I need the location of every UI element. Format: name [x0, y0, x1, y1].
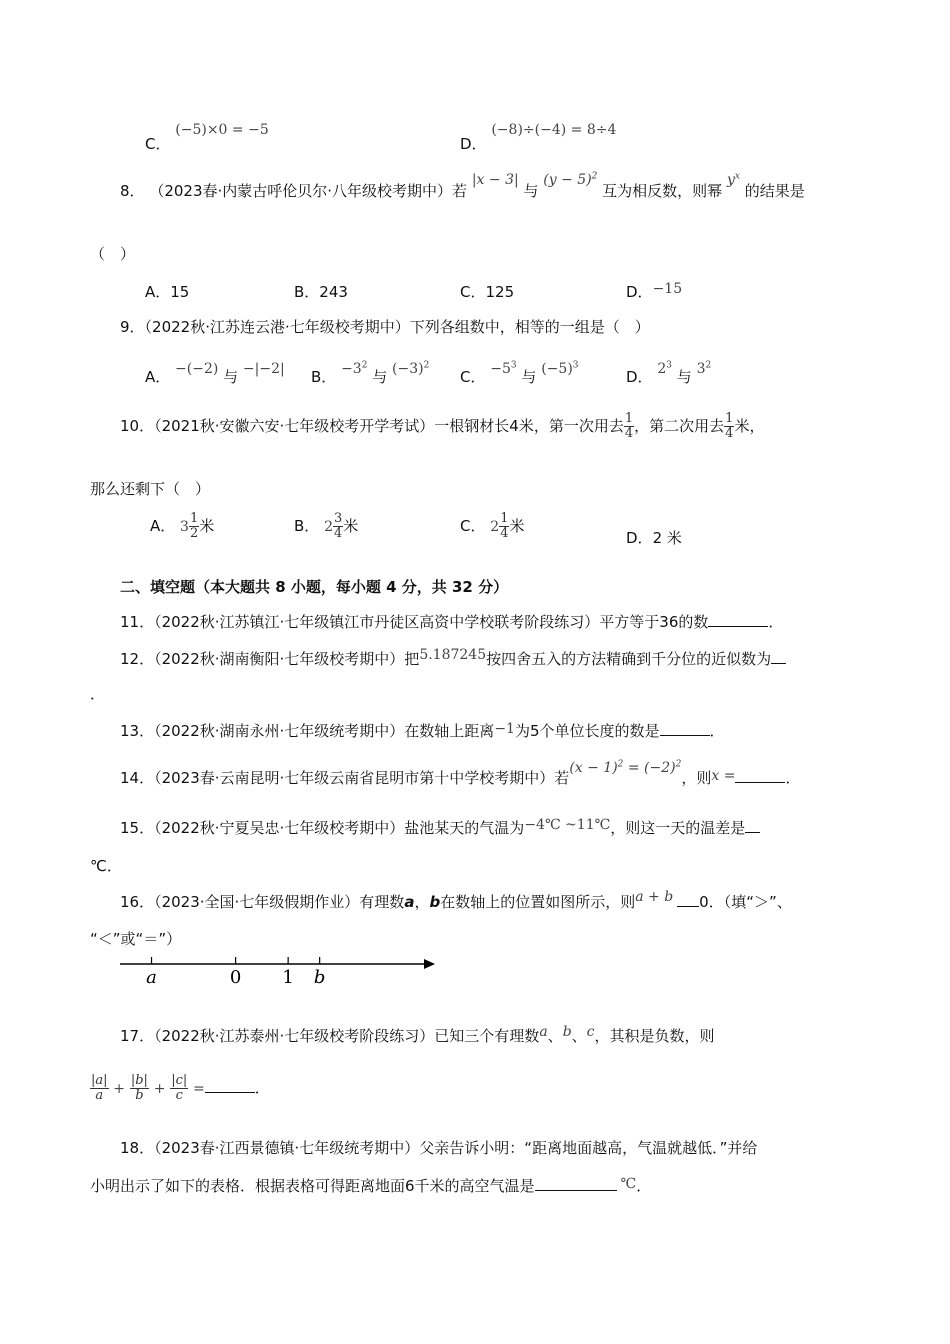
fraction-denominator: 4 — [334, 526, 343, 541]
q12-text: （2022秋·湖南衡阳·七年级校考期中）把 — [154, 650, 420, 668]
q10-text: ，第二次用去 — [634, 417, 725, 435]
number-line — [115, 952, 445, 988]
option-label: C． — [145, 135, 171, 153]
option-label: D． — [460, 135, 487, 153]
q11-end: ． — [768, 613, 784, 631]
option-label: D． — [626, 368, 653, 386]
q8-option-b — [294, 281, 348, 302]
question-number: 18． — [120, 1139, 155, 1157]
option-value: 125 — [485, 283, 515, 301]
option-label: A． — [145, 368, 171, 386]
fraction-numerator: 1 — [725, 411, 734, 426]
number-line-label: b — [313, 967, 326, 988]
answer-blank[interactable] — [660, 721, 710, 736]
option-label: D． — [626, 529, 653, 547]
q17-frac-b — [130, 1074, 149, 1103]
option-value: 15 — [170, 283, 190, 301]
mixed-fraction — [333, 512, 343, 541]
option-label: C． — [460, 368, 486, 386]
q16 — [120, 891, 792, 912]
fraction-numerator: 1 — [500, 511, 509, 526]
q14-end: ． — [785, 769, 801, 787]
fraction-denominator: b — [135, 1088, 144, 1103]
q17-frac-c — [170, 1074, 188, 1103]
question-number: 8． — [120, 182, 145, 200]
question-number: 16． — [120, 893, 155, 911]
q12-expr: 5.187245 — [419, 647, 487, 663]
q16-line2: “＜”或“＝”） — [90, 930, 182, 948]
q15 — [120, 817, 760, 838]
q12-end: ． — [90, 685, 106, 703]
question-number: 13． — [120, 722, 155, 740]
q7-option-d — [460, 118, 617, 153]
option-label: C． — [460, 517, 486, 535]
q18-line2 — [90, 1175, 651, 1196]
q12 — [120, 648, 786, 669]
q13-end: ． — [709, 722, 725, 740]
answer-paren: （ ） — [90, 245, 136, 263]
option-label: B． — [294, 517, 320, 535]
answer-blank[interactable] — [205, 1078, 255, 1093]
answer-blank[interactable] — [535, 1176, 617, 1191]
q9-text: （2022秋·江苏连云港·七年级校考期中）下列各组数中，相等的一组是（ ） — [144, 318, 650, 336]
q9-d-expr1: 2 — [657, 361, 667, 377]
q9-a-expr2: −|−2| — [242, 361, 285, 377]
q15-text: ，则这一天的温差是 — [610, 819, 746, 837]
q9-option-a — [145, 361, 285, 387]
q8-expr-square-exp: 2 — [591, 171, 598, 182]
q9-b-expr1: −3 — [341, 361, 362, 377]
q8-expr-power-exp: x — [734, 171, 740, 182]
q9-b-sup1: 2 — [361, 360, 368, 371]
q11-text: （2022秋·江苏镇江·七年级镇江市丹徒区高资中学校联考阶段练习）平方等于36的数 — [154, 613, 709, 631]
answer-blank[interactable] — [745, 818, 760, 833]
fraction-numerator: 3 — [334, 511, 343, 526]
q9-stem — [120, 316, 650, 337]
q17-sep: 、 — [571, 1027, 587, 1045]
q9-d-mid: 与 — [676, 368, 692, 386]
q17-frac-a — [90, 1074, 109, 1103]
fraction-numerator: 1 — [624, 411, 634, 426]
q14-text: ，则 — [681, 769, 712, 787]
q14 — [120, 759, 801, 788]
number-line-arrow — [424, 959, 435, 969]
q12-text: 按四舍五入的方法精确到千分位的近似数为 — [486, 650, 772, 668]
fraction-denominator: c — [175, 1088, 183, 1103]
q14-expr: (x − 1) — [569, 760, 618, 776]
q8-option-c — [460, 281, 514, 302]
mixed-fraction — [189, 512, 199, 541]
question-number: 9． — [120, 318, 145, 336]
q8-option-a — [145, 281, 189, 302]
answer-blank[interactable] — [677, 892, 699, 907]
mixed-fraction — [499, 512, 509, 541]
option-label: B． — [294, 283, 320, 301]
q17 — [120, 1025, 715, 1046]
q10-option-a — [150, 512, 214, 541]
option-label: B． — [311, 368, 337, 386]
number-line-label: 0 — [229, 967, 242, 988]
q13-text: （2022秋·湖南永州·七年级统考期中）在数轴上距离 — [154, 722, 495, 740]
q17-end: ． — [254, 1079, 270, 1097]
fraction-numerator: |b| — [130, 1073, 148, 1088]
question-number: 15． — [120, 819, 155, 837]
q16-text: 0．（填“＞”、 — [699, 893, 792, 911]
q17-var-a: a — [539, 1024, 548, 1040]
q14-expr-b: = (−2) — [623, 760, 676, 776]
question-number: 10． — [120, 417, 155, 435]
q14-sup2: 2 — [675, 759, 682, 770]
q10-line2: 那么还剩下（ ） — [90, 480, 211, 498]
fraction-denominator: 4 — [725, 426, 734, 441]
q17-expression — [90, 1074, 270, 1103]
q8-text: 与 — [523, 182, 539, 200]
q9-c-sup1: 3 — [510, 360, 517, 371]
equals-sign: = — [193, 1081, 205, 1097]
q15-text: （2022秋·宁夏吴忠·七年级校考期中）盐池某天的气温为 — [154, 819, 525, 837]
q13-expr: −1 — [494, 721, 515, 737]
q8-expr-abs: |x − 3| — [471, 172, 519, 188]
q10-option-d — [626, 527, 682, 548]
fraction-numerator: |a| — [91, 1073, 108, 1088]
unit: 米 — [343, 517, 359, 535]
q9-b-expr2: (−3) — [392, 361, 424, 377]
unit: 米 — [509, 517, 525, 535]
q10-text: 米， — [734, 417, 765, 435]
option-value: −15 — [652, 281, 683, 297]
q8-expr-power: y — [726, 172, 735, 188]
question-number: 12． — [120, 650, 155, 668]
q9-b-sup2: 2 — [423, 360, 430, 371]
q8-text: 互为相反数，则幂 — [602, 182, 723, 200]
plus-sign: + — [153, 1081, 166, 1097]
q9-a-expr1: −(−2) — [175, 361, 219, 377]
q15-expr: −4℃ ~11℃ — [524, 817, 611, 833]
q8-expr-square: (y − 5) — [543, 172, 592, 188]
q8-stem — [120, 171, 805, 201]
fraction-denominator: a — [95, 1088, 104, 1103]
fraction-numerator: |c| — [171, 1073, 188, 1088]
fraction-denominator: 2 — [189, 526, 199, 541]
q17-text: ，其积是负数，则 — [594, 1027, 715, 1045]
unit: 米 — [199, 517, 215, 535]
option-value: 2 米 — [652, 529, 682, 547]
q16-var-a: a — [404, 893, 415, 911]
question-number: 17． — [120, 1027, 155, 1045]
q10-fraction-1 — [624, 412, 634, 441]
q10-text: （2021秋·安徽六安·七年级校考开学考试）一根钢材长4米，第一次用去 — [154, 417, 624, 435]
q17-text: （2022秋·江苏泰州·七年级校考阶段练习）已知三个有理数 — [154, 1027, 540, 1045]
q18-end: ． — [636, 1177, 652, 1195]
question-number: 11． — [120, 613, 155, 631]
q9-option-c — [460, 360, 579, 387]
q9-c-expr2: (−5) — [541, 361, 573, 377]
q18-text: 小明出示了如下的表格．根据表格可得距离地面6千米的高空气温是 — [90, 1177, 535, 1195]
q7-c-expression: (−5)×0 = −5 — [175, 122, 269, 138]
q16-expr: a + b — [635, 889, 674, 905]
fraction-denominator: 4 — [624, 426, 634, 441]
q16-text: 在数轴上的位置如图所示，则 — [440, 893, 636, 911]
q10-stem — [120, 412, 764, 441]
answer-blank[interactable] — [771, 649, 786, 664]
mixed-whole: 2 — [324, 519, 333, 535]
option-label: C． — [460, 283, 486, 301]
q18-text: （2023春·江西景德镇·七年级统考期中）父亲告诉小明：“距离地面越高，气温就越低．”并给 — [154, 1139, 758, 1157]
option-label: A． — [150, 517, 176, 535]
answer-blank[interactable] — [708, 612, 768, 627]
section-heading: 二、填空题（本大题共 8 小题，每小题 4 分，共 32 分） — [120, 578, 509, 596]
q17-var-b: b — [562, 1024, 572, 1040]
q10-option-c — [460, 512, 524, 541]
q16-sep: ， — [414, 893, 430, 911]
q16-var-b: b — [429, 893, 441, 911]
q17-sep: 、 — [547, 1027, 563, 1045]
number-line-label: a — [146, 967, 157, 988]
q9-option-d — [626, 360, 712, 387]
fraction-numerator: 1 — [189, 511, 199, 526]
q13-text: 为5个单位长度的数是 — [514, 722, 660, 740]
q9-c-expr1: −5 — [490, 361, 511, 377]
mixed-whole: 3 — [180, 519, 189, 535]
q8-text: 的结果是 — [744, 182, 805, 200]
q9-c-sup2: 3 — [572, 360, 579, 371]
q9-c-mid: 与 — [521, 368, 537, 386]
q10-fraction-2 — [724, 412, 734, 441]
q14-expr2: x = — [711, 768, 736, 784]
q10-option-b — [294, 512, 358, 541]
q9-d-sup1: 3 — [666, 360, 672, 371]
q7-option-c — [145, 118, 269, 153]
q11 — [120, 611, 783, 632]
plus-sign: + — [113, 1081, 126, 1097]
q9-option-b — [311, 360, 430, 387]
answer-blank[interactable] — [735, 768, 785, 783]
q18-unit: ℃ — [620, 1176, 637, 1192]
option-label: D． — [626, 283, 653, 301]
q9-d-sup2: 2 — [705, 360, 712, 371]
q14-sup1: 2 — [617, 759, 624, 770]
q7-d-expression: (−8)÷(−4) = 8÷4 — [491, 122, 617, 138]
number-line-label: 1 — [282, 967, 294, 988]
q16-text: （2023·全国·七年级假期作业）有理数 — [154, 893, 405, 911]
option-value: 243 — [319, 283, 348, 301]
question-number: 14． — [120, 769, 155, 787]
q9-d-expr2: 3 — [696, 361, 706, 377]
q14-text: （2023春·云南昆明·七年级云南省昆明市第十中学校考期中）若 — [154, 769, 570, 787]
mixed-whole: 2 — [490, 519, 500, 535]
q9-a-mid: 与 — [223, 368, 239, 386]
q13 — [120, 720, 725, 741]
option-label: A． — [145, 283, 171, 301]
q9-b-mid: 与 — [372, 368, 388, 386]
q15-line2: ℃． — [90, 857, 122, 875]
q17-var-c: c — [586, 1024, 595, 1040]
q18 — [120, 1137, 757, 1158]
q8-option-d — [626, 281, 682, 302]
q8-source: （2023春·内蒙古呼伦贝尔·八年级校考期中）若 — [149, 182, 468, 200]
fraction-denominator: 4 — [500, 526, 509, 541]
